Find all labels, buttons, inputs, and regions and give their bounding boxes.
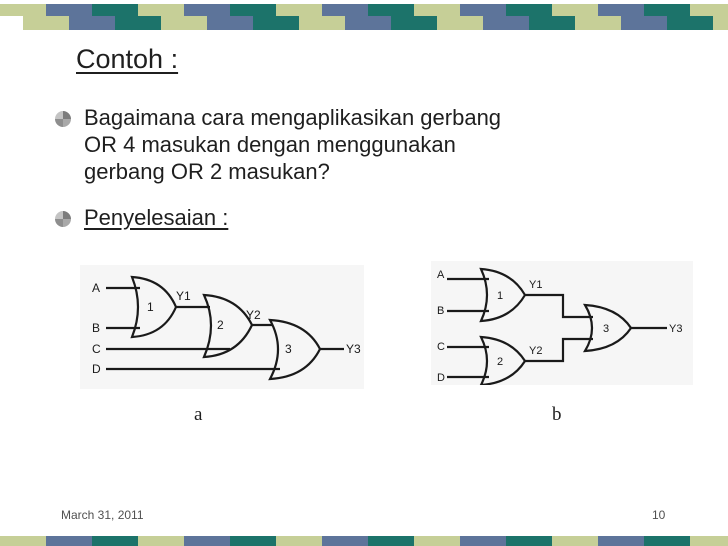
band-segment xyxy=(598,536,644,546)
footer-date: March 31, 2011 xyxy=(61,508,144,522)
gate-label: 3 xyxy=(603,323,610,335)
input-label: A xyxy=(92,281,101,295)
band-segment xyxy=(368,536,414,546)
band-segment xyxy=(391,16,437,30)
gate-label: 2 xyxy=(217,318,224,332)
signal-label: Y2 xyxy=(246,308,261,322)
slide-title: Contoh : xyxy=(76,44,179,74)
band-segment xyxy=(460,536,506,546)
bullet-line: Bagaimana cara mengaplikasikan gerbang xyxy=(84,105,502,130)
band-segment xyxy=(575,16,621,30)
band-segment xyxy=(690,4,728,16)
bullet-line: OR 4 masukan dengan menggunakan xyxy=(84,132,456,157)
band-segment xyxy=(552,536,598,546)
band-segment xyxy=(276,536,322,546)
band-segment xyxy=(138,4,184,16)
band-segment xyxy=(138,536,184,546)
or-gate-diagram-a xyxy=(80,265,364,389)
input-label: B xyxy=(92,321,101,335)
band-segment xyxy=(414,536,460,546)
band-segment xyxy=(621,16,667,30)
band-segment xyxy=(322,536,368,546)
band-segment xyxy=(529,16,575,30)
band-segment xyxy=(483,16,529,30)
input-label: C xyxy=(437,341,445,353)
band-segment xyxy=(368,4,414,16)
bullet-item-question xyxy=(54,104,501,185)
signal-label: Y2 xyxy=(529,345,543,357)
band-segment xyxy=(46,4,92,16)
bullet-line: gerbang OR 2 masukan? xyxy=(84,159,330,184)
input-label: B xyxy=(437,305,445,317)
band-segment xyxy=(23,16,69,30)
output-label: Y3 xyxy=(346,342,361,356)
band-segment xyxy=(92,4,138,16)
gate-label: 3 xyxy=(285,342,292,356)
or-gate-diagram-b xyxy=(431,261,693,385)
diagram-b-caption: b xyxy=(552,404,562,425)
band-segment xyxy=(414,4,460,16)
band-segment xyxy=(460,4,506,16)
band-segment xyxy=(253,16,299,30)
band-segment xyxy=(92,536,138,546)
band-segment xyxy=(46,536,92,546)
signal-label: Y1 xyxy=(176,289,191,303)
top-decorative-band xyxy=(0,0,728,36)
output-label: Y3 xyxy=(669,323,683,335)
bullet-icon xyxy=(54,110,72,128)
band-segment xyxy=(345,16,391,30)
band-segment xyxy=(230,536,276,546)
bullet-icon xyxy=(54,210,72,228)
band-segment xyxy=(161,16,207,30)
band-segment xyxy=(322,4,368,16)
band-segment xyxy=(598,4,644,16)
band-segment xyxy=(230,4,276,16)
band-segment xyxy=(115,16,161,30)
bullet-item-answer xyxy=(54,204,228,231)
diagram-a-caption: a xyxy=(194,404,203,425)
gate-label: 2 xyxy=(497,356,504,368)
band-segment xyxy=(644,536,690,546)
input-label: D xyxy=(437,372,445,384)
band-segment xyxy=(552,4,598,16)
signal-label: Y1 xyxy=(529,279,543,291)
band-segment xyxy=(690,536,728,546)
band-segment xyxy=(667,16,713,30)
band-segment xyxy=(713,16,728,30)
band-segment xyxy=(184,536,230,546)
band-segment xyxy=(184,4,230,16)
input-label: C xyxy=(92,342,101,356)
band-segment xyxy=(506,4,552,16)
band-segment xyxy=(0,4,46,16)
bottom-decorative-band xyxy=(0,536,728,546)
band-segment xyxy=(644,4,690,16)
slide-number: 10 xyxy=(652,508,666,522)
gate-label: 1 xyxy=(147,300,154,314)
input-label: A xyxy=(437,269,445,281)
band-segment xyxy=(506,536,552,546)
input-label: D xyxy=(92,362,101,376)
band-segment xyxy=(207,16,253,30)
bullet-line: Penyelesaian : xyxy=(84,205,229,230)
band-segment xyxy=(0,536,46,546)
gate-label: 1 xyxy=(497,290,504,302)
band-segment xyxy=(299,16,345,30)
band-segment xyxy=(276,4,322,16)
band-segment xyxy=(437,16,483,30)
band-segment xyxy=(69,16,115,30)
